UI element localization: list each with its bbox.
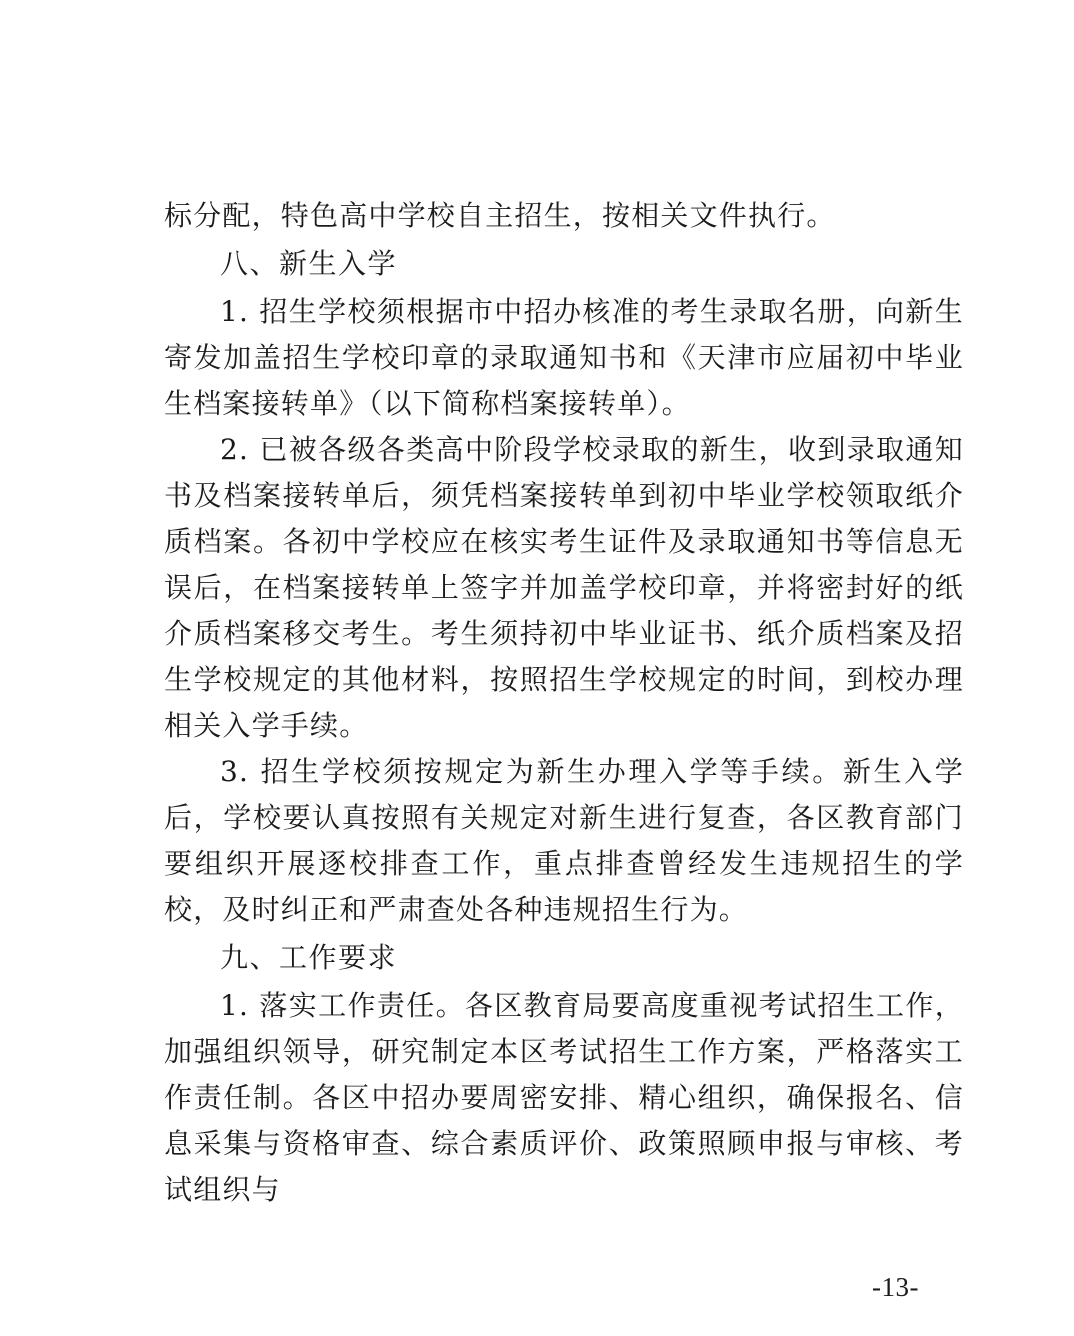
section-8-heading: 八、新生入学 (220, 247, 398, 280)
section-8-item-3: 3. 招生学校须按规定为新生办理入学等手续。新生入学后，学校要认真按照有关规定对新生进行复查，各区教育部门要组织开展逐校排查工作，重点排查曾经发生违规招生的学校，及时纠正和严肃查处各种违规招生行为。 (164, 755, 964, 926)
continuation-paragraph: 标分配，特色高中学校自主招生，按相关文件执行。 (164, 199, 836, 232)
section-8-item-1: 1. 招生学校须根据市中招办核准的考生录取名册，向新生寄发加盖招生学校印章的录取通知书和《天津市应届初中毕业生档案接转单》（以下简称档案接转单）。 (164, 295, 964, 420)
page-number: -13- (872, 1272, 919, 1302)
section-9-heading: 九、工作要求 (220, 941, 398, 974)
section-9-item-1: 1. 落实工作责任。各区教育局要高度重视考试招生工作，加强组织领导，研究制定本区考试招生工作方案，严格落实工作责任制。各区中招办要周密安排、精心组织，确保报名、信息采集与资格审查、综合素质评价、政策照顾申报与审核、考试组织与 (164, 989, 964, 1206)
section-8-item-2: 2. 已被各级各类高中阶段学校录取的新生，收到录取通知书及档案接转单后，须凭档案接转单到初中毕业学校领取纸介质档案。各初中学校应在核实考生证件及录取通知书等信息无误后，在档案接转单上签字并加盖学校印章，并将密封好的纸介质档案移交考生。考生须持初中毕业证书、纸介质档案及招生学校规定的其他材料，按照招生学校规定的时间，到校办理相关入学手续。 (164, 433, 964, 742)
document-body (164, 193, 964, 1213)
